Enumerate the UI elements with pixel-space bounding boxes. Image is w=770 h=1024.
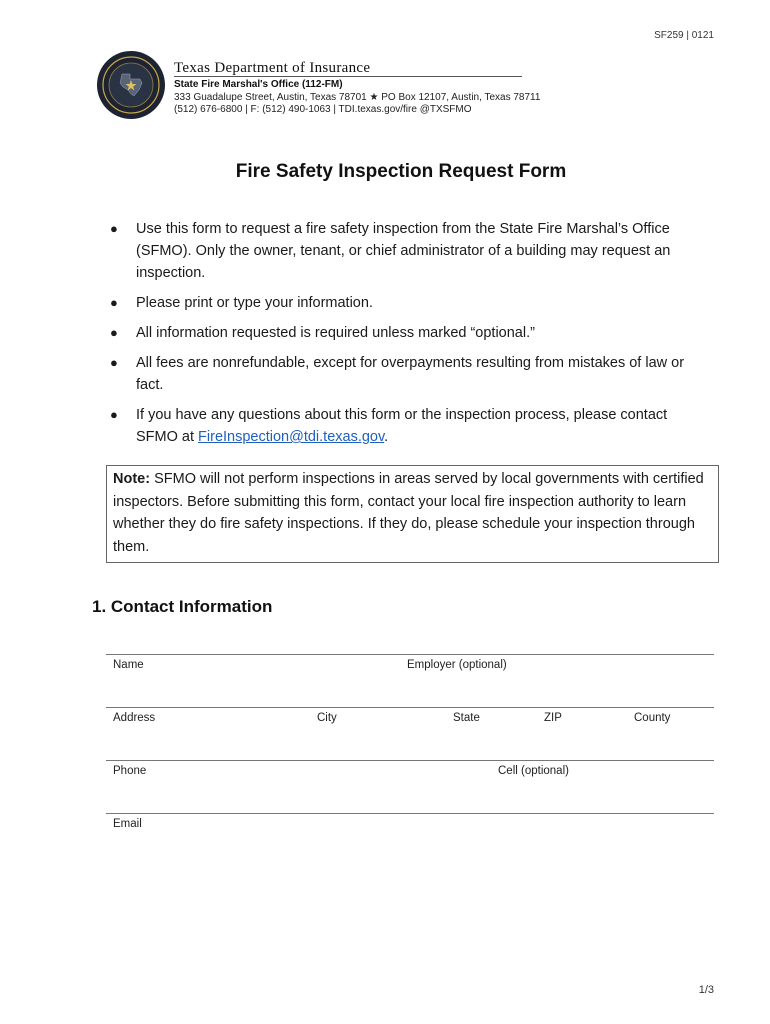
county-field[interactable]: County (634, 712, 671, 724)
instructions-list (110, 218, 710, 456)
note-box (106, 465, 719, 563)
form-title: Fire Safety Inspection Request Form (235, 161, 567, 182)
note-label: Note: (113, 471, 151, 487)
phone-field[interactable]: Phone (113, 765, 147, 777)
field-row-divider (106, 813, 714, 814)
state-fire-marshal-seal-logo (96, 50, 166, 120)
bullet-icon: ● (110, 295, 118, 310)
zip-field[interactable]: ZIP (544, 712, 562, 724)
bullet-icon: ● (110, 355, 118, 370)
state-field[interactable]: State (453, 712, 480, 724)
city-field[interactable]: City (317, 712, 337, 724)
form-code: SF259 | 0121 (654, 30, 714, 41)
fire-inspection-email-link[interactable]: FireInspection@tdi.texas.gov (198, 429, 385, 445)
cell-field[interactable]: Cell (optional) (498, 765, 569, 777)
instruction-item: ● All fees are nonrefundable, except for overpayments resulting from mistakes of law or fact. (110, 352, 710, 396)
email-field[interactable]: Email (113, 818, 142, 830)
header-divider (174, 76, 522, 77)
field-row-divider (106, 654, 714, 655)
bullet-icon: ● (110, 221, 118, 236)
agency-name: Texas Department of Insurance (174, 60, 371, 76)
note-text: SFMO will not perform inspections in areas served by local governments with certified inspectors. Before submitting this form, contact your local fire inspection authority to learn whether they do fire safety inspections. If they do, please schedule your inspection through them. (113, 471, 704, 555)
office-name: State Fire Marshal's Office (112-FM) (174, 79, 343, 90)
address-field[interactable]: Address (113, 712, 156, 724)
employer-field[interactable]: Employer (optional) (407, 659, 507, 671)
instruction-item: ● Please print or type your information. (110, 292, 710, 314)
field-row-divider (106, 707, 714, 708)
bullet-icon: ● (110, 407, 118, 422)
office-address: 333 Guadalupe Street, Austin, Texas 78701 ★ PO Box 12107, Austin, Texas 78711 (174, 92, 541, 103)
name-field[interactable]: Name (113, 659, 144, 671)
instruction-item: ● All information requested is required unless marked “optional.” (110, 322, 710, 344)
office-contact: (512) 676-6800 | F: (512) 490-1063 | TDI.texas.gov/fire @TXSFMO (174, 104, 472, 115)
field-row-divider (106, 760, 714, 761)
instruction-item: ● Use this form to request a fire safety inspection from the State Fire Marshal’s Office (SFMO). Only the owner, tenant, or chief administrator of a building may request an inspection. (110, 218, 710, 284)
instruction-item: ● If you have any questions about this form or the inspection process, please contact SFMO at FireInspection@tdi.texas.gov. (110, 404, 710, 448)
section-heading-contact-information: 1. Contact Information (92, 597, 273, 616)
bullet-icon: ● (110, 325, 118, 340)
page-number: 1/3 (698, 984, 714, 996)
